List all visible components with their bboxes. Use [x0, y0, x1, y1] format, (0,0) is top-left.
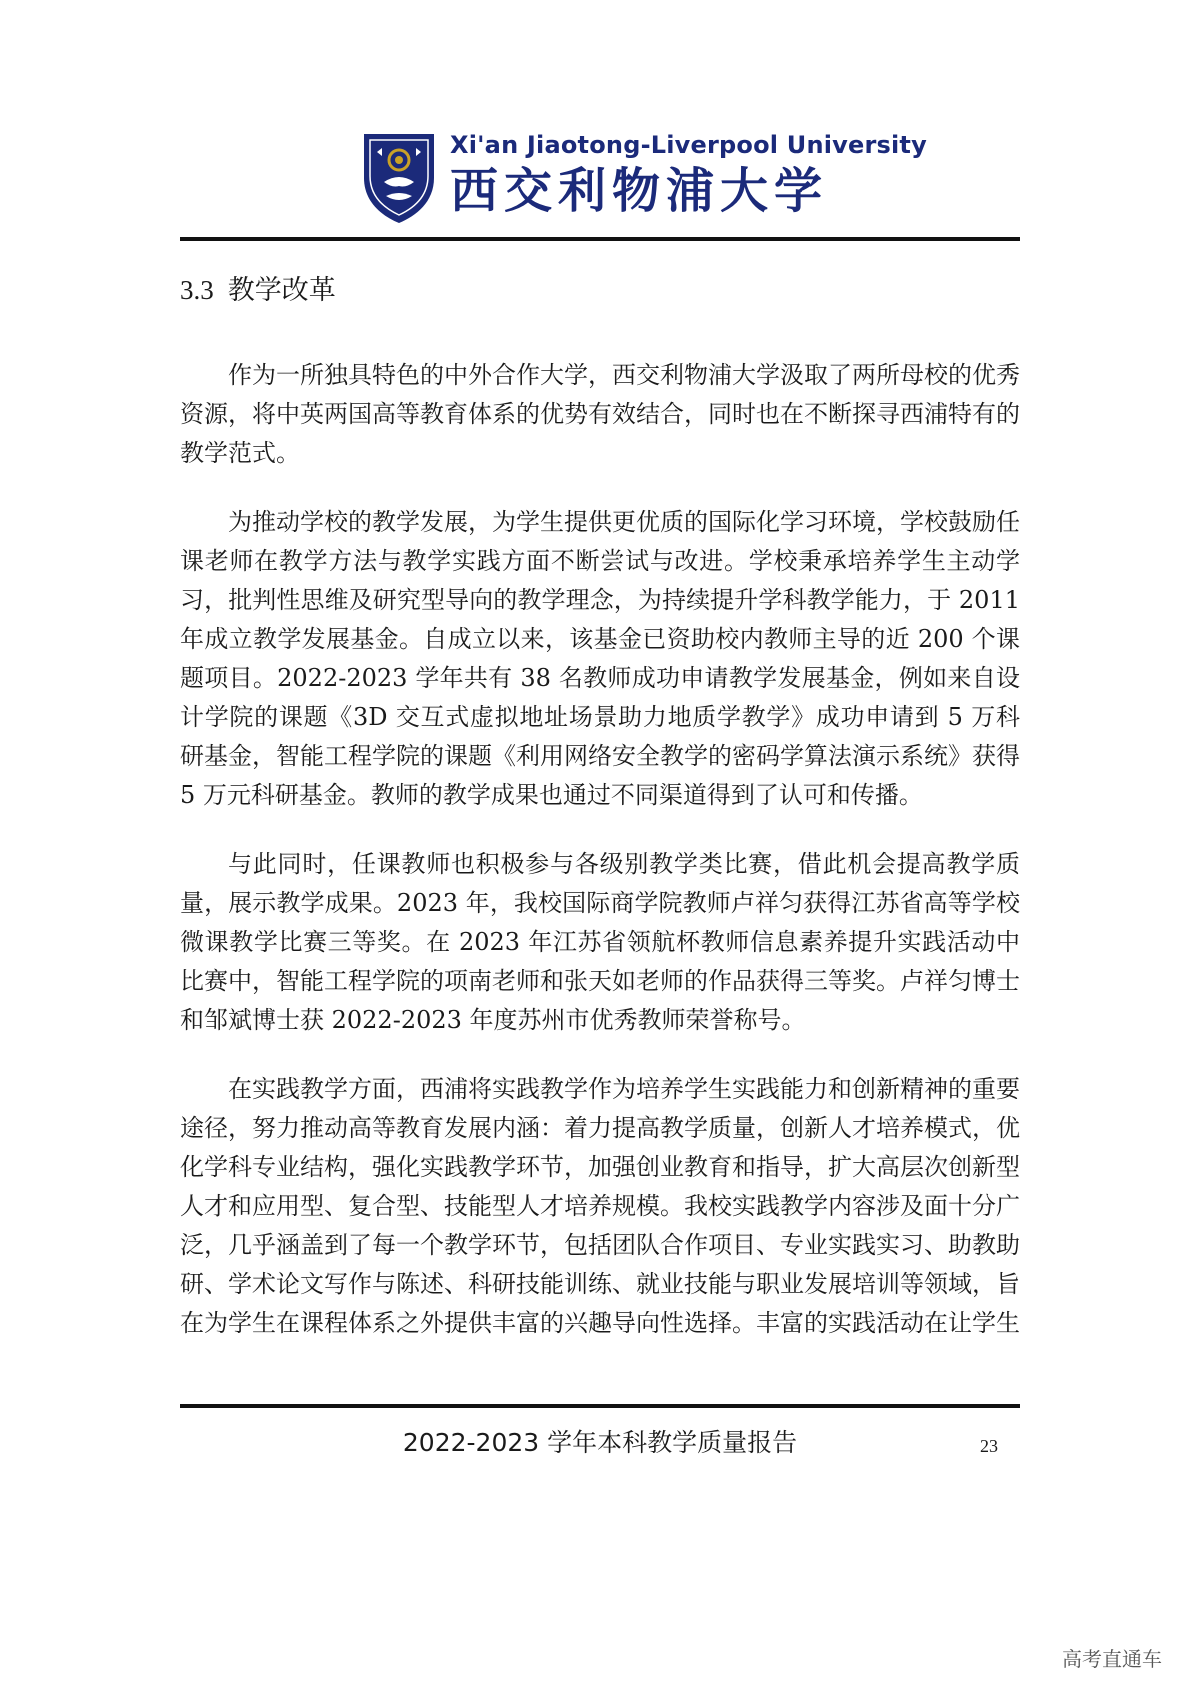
university-crest-icon: [360, 130, 438, 226]
body-text: [180, 356, 1020, 1373]
paragraph: 在实践教学方面，西浦将实践教学作为培养学生实践能力和创新精神的重要途径，努力推动高等教育发展内涵：着力提高教学质量，创新人才培养模式，优化学科专业结构，强化实践教学环节，加强创业教育和指导，扩大高层次创新型人才和应用型、复合型、技能型人才培养规模。我校实践教学内容涉及面十分广泛，几乎涵盖到了每一个教学环节，包括团队合作项目、专业实践实习、助教助研、学术论文写作与陈述、科研技能训练、就业技能与职业发展培训等领域，旨在为学生在课程体系之外提供丰富的兴趣导向性选择。丰富的实践活动在让学生: [180, 1075, 1020, 1337]
university-name-zh: 西交利物浦大学: [450, 163, 829, 219]
header-rule: [180, 237, 1020, 241]
paragraph: 作为一所独具特色的中外合作大学，西交利物浦大学汲取了两所母校的优秀资源，将中英两国高等教育体系的优势有效结合，同时也在不断探寻西浦特有的教学范式。: [180, 361, 1020, 467]
watermark: 高考直通车: [1062, 1647, 1162, 1671]
paragraph: 与此同时，任课教师也积极参与各级别教学类比赛，借此机会提高教学质量，展示教学成果。2023 年，我校国际商学院教师卢祥匀获得江苏省高等学校微课教学比赛三等奖。在 2023 年江苏省领航杯教师信息素养提升实践活动中比赛中，智能工程学院的项南老师和张天如老师的作品获得三等奖。卢祥匀博士和邹斌博士获 2022-2023 年度苏州市优秀教师荣誉称号。: [180, 850, 1020, 1034]
section-number: 3.3: [180, 275, 214, 305]
section-title: 教学改革: [227, 275, 336, 306]
university-name-en: Xi'an Jiaotong-Liverpool University: [450, 131, 927, 159]
university-logo: [360, 130, 927, 226]
footer-title: 2022-2023 学年本科教学质量报告: [402, 1428, 798, 1457]
footer-rule: [180, 1404, 1020, 1408]
section-heading: [180, 272, 336, 309]
paragraph: 为推动学校的教学发展，为学生提供更优质的国际化学习环境，学校鼓励任课老师在教学方法与教学实践方面不断尝试与改进。学校秉承培养学生主动学习，批判性思维及研究型导向的教学理念，为持续提升学科教学能力，于 2011 年成立教学发展基金。自成立以来，该基金已资助校内教师主导的近 200 个课题项目。2022-2023 学年共有 38 名教师成功申请教学发展基金，例如来自设计学院的课题《3D 交互式虚拟地址场景助力地质学教学》成功申请到 5 万科研基金，智能工程学院的课题《利用网络安全教学的密码学算法演示系统》获得 5 万元科研基金。教师的教学成果也通过不同渠道得到了认可和传播。: [180, 508, 1020, 809]
page-number: 23: [980, 1436, 998, 1456]
